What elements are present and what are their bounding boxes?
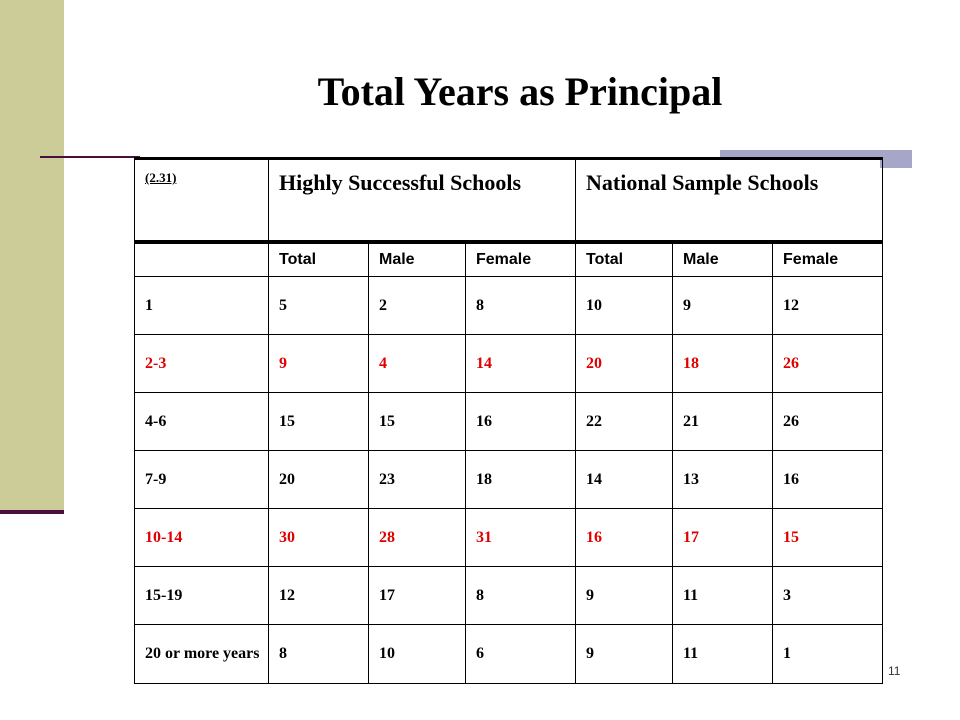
table-cell: 31 [466, 509, 576, 567]
table-cell: 18 [466, 451, 576, 509]
sub-header-cell: Male [673, 242, 773, 277]
sub-header-cell: Total [576, 242, 673, 277]
table-row [135, 451, 883, 509]
table-cell: 16 [466, 393, 576, 451]
sub-header-cell: Female [466, 242, 576, 277]
table-cell: 9 [576, 625, 673, 684]
table-cell: 17 [673, 509, 773, 567]
table-cell: 5 [269, 277, 369, 335]
table-cell: 15 [369, 393, 466, 451]
table-cell: 26 [773, 335, 883, 393]
row-label: 10-14 [135, 509, 269, 567]
table-cell: 10 [576, 277, 673, 335]
table-cell: 20 [576, 335, 673, 393]
table-cell: 3 [773, 567, 883, 625]
sub-header-cell: Female [773, 242, 883, 277]
table-cell: 23 [369, 451, 466, 509]
table-row [135, 625, 883, 684]
table-row [135, 277, 883, 335]
table-cell: 12 [269, 567, 369, 625]
group-header-national-sample: National Sample Schools [576, 159, 883, 243]
table-cell: 15 [773, 509, 883, 567]
table-cell: 26 [773, 393, 883, 451]
table-cell: 18 [673, 335, 773, 393]
side-underline [0, 510, 64, 514]
group-header-row [135, 159, 883, 243]
table-cell: 15 [269, 393, 369, 451]
table-cell: 21 [673, 393, 773, 451]
table-cell: 9 [269, 335, 369, 393]
table-cell: 30 [269, 509, 369, 567]
row-label: 15-19 [135, 567, 269, 625]
table-cell: 6 [466, 625, 576, 684]
table-cell: 22 [576, 393, 673, 451]
table-row-highlighted [135, 335, 883, 393]
side-band [0, 0, 64, 512]
table-cell: 11 [673, 567, 773, 625]
row-label: 1 [135, 277, 269, 335]
table-row-highlighted [135, 509, 883, 567]
sub-header-blank [135, 242, 269, 277]
slide-number: 11 [888, 664, 901, 678]
row-label: 2-3 [135, 335, 269, 393]
table-cell: 4 [369, 335, 466, 393]
table-cell: 16 [773, 451, 883, 509]
table-cell: 8 [269, 625, 369, 684]
table-cell: 8 [466, 567, 576, 625]
table-row [135, 393, 883, 451]
row-label: 4-6 [135, 393, 269, 451]
sub-header-row [135, 242, 883, 277]
table-cell: 8 [466, 277, 576, 335]
table-cell: 17 [369, 567, 466, 625]
table-cell: 10 [369, 625, 466, 684]
sub-header-cell: Total [269, 242, 369, 277]
table-code: (2.31) [135, 159, 269, 243]
group-header-highly-successful: Highly Successful Schools [269, 159, 576, 243]
table-cell: 2 [369, 277, 466, 335]
table-row [135, 567, 883, 625]
slide-title: Total Years as Principal [317, 69, 723, 114]
table-cell: 1 [773, 625, 883, 684]
table-cell: 13 [673, 451, 773, 509]
row-label: 7-9 [135, 451, 269, 509]
table-cell: 20 [269, 451, 369, 509]
decorative-bar-small [880, 160, 912, 168]
table-cell: 28 [369, 509, 466, 567]
sub-header-cell: Male [369, 242, 466, 277]
table-cell: 14 [466, 335, 576, 393]
top-rule [40, 156, 140, 158]
table-cell: 9 [673, 277, 773, 335]
table-cell: 14 [576, 451, 673, 509]
table-cell: 9 [576, 567, 673, 625]
table-cell: 12 [773, 277, 883, 335]
row-label: 20 or more years [135, 625, 269, 684]
table-cell: 16 [576, 509, 673, 567]
table-cell: 11 [673, 625, 773, 684]
data-table [134, 157, 883, 684]
